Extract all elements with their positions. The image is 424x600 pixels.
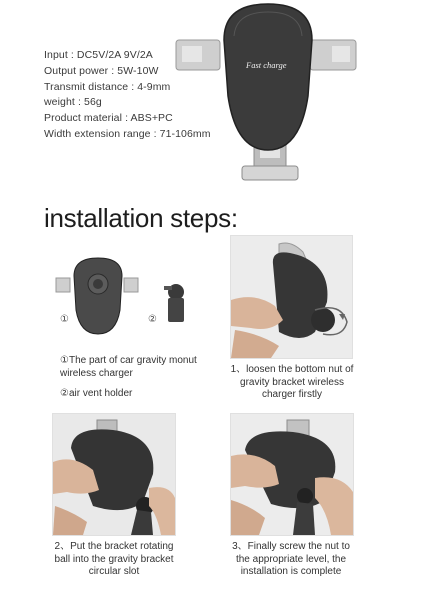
part-1-description: ①The part of car gravity monut wireless charger <box>60 355 197 379</box>
charger-label: Fast charge <box>246 60 287 70</box>
step-1-caption: 1、loosen the bottom nut of gravity bracket wireless charger firstly <box>230 364 354 400</box>
product-image <box>172 0 362 188</box>
spec-width-range: Width extension range : 71-106mm <box>44 127 211 140</box>
part-2-description: ②air vent holder <box>60 388 133 399</box>
spec-weight: weight : 56g <box>44 96 102 109</box>
step-1-illustration <box>231 236 352 358</box>
part-1-marker: ① <box>60 314 69 325</box>
spec-material: Product material : ABS+PC <box>44 112 173 125</box>
step-3-photo <box>230 413 354 536</box>
step-3-illustration <box>231 414 353 535</box>
parts-illustration <box>50 250 200 338</box>
step-2-caption: 2、Put the bracket rotating ball into the gravity bracket circular slot <box>54 541 174 577</box>
part-2-marker: ② <box>148 314 157 325</box>
spec-input: Input : DC5V/2A 9V/2A <box>44 49 153 61</box>
step-3-caption: 3、Finally screw the nut to the appropriate level, the installation is complete <box>232 541 350 577</box>
spec-output-power: Output power : 5W-10W <box>44 64 159 77</box>
installation-heading: installation steps: <box>44 203 238 233</box>
step-1-photo <box>230 235 353 359</box>
charger-illustration <box>172 0 362 188</box>
step-2-illustration <box>53 414 175 535</box>
spec-transmit-distance: Transmit distance : 4-9mm <box>44 80 171 93</box>
parts-overview-image <box>50 250 200 338</box>
step-2-photo <box>52 413 176 536</box>
